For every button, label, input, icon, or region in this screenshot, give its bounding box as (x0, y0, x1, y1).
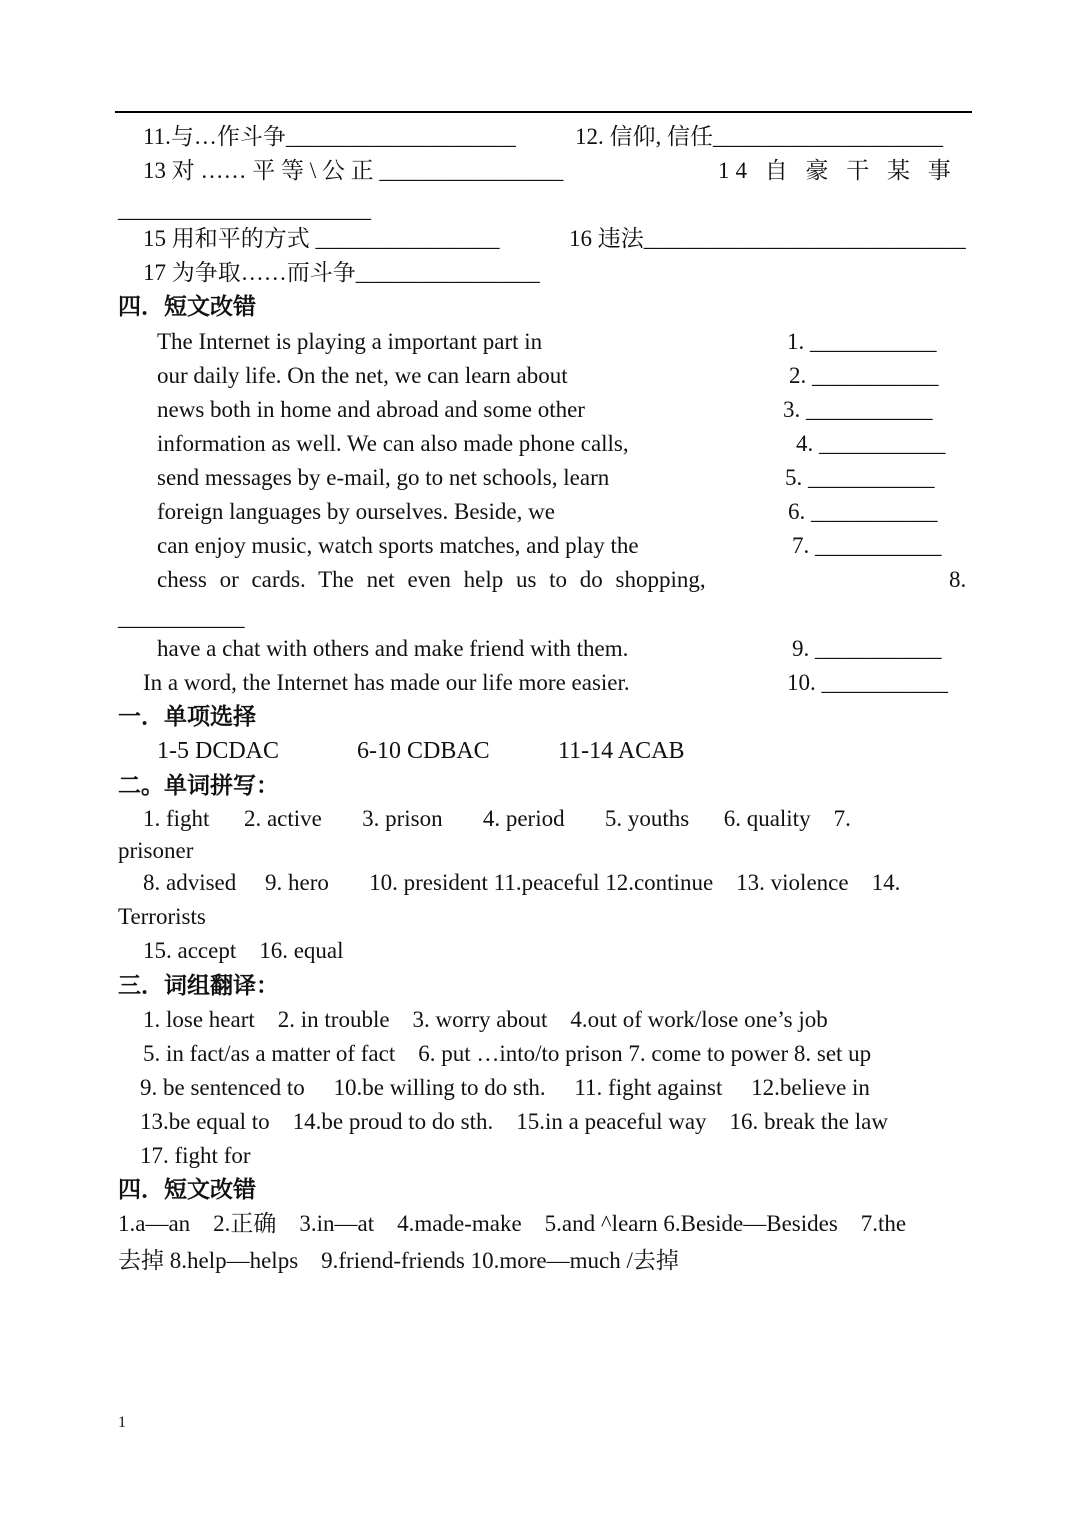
passage-line: our daily life. On the net, we can learn about (157, 363, 568, 388)
answer-blank: 1. ___________ (787, 329, 937, 354)
answer-blank: 9. ___________ (792, 636, 942, 661)
vocab-16: 16 违法____________________________ (569, 226, 966, 251)
answer-blank: 2. ___________ (789, 363, 939, 388)
answer-blank: 5. ___________ (785, 465, 935, 490)
passage-line: send messages by e-mail, go to net schools, learn (157, 465, 610, 490)
vocab-17: 17 为争取……而斗争________________ (143, 260, 540, 285)
answer-line: prisoner (118, 838, 194, 863)
answers-section1-title: 一．单项选择 (118, 704, 256, 729)
top-rule (115, 111, 972, 113)
answer-line: 1.a—an 2.正确 3.in—at 4.made-make 5.and ^learn 6.Beside—Besides 7.the (118, 1211, 907, 1236)
answer-line: 5. in fact/as a matter of fact 6. put …into/to prison 7. come to power 8. set up (143, 1041, 872, 1066)
answer-line: 去掉 8.help—helps 9.friend-friends 10.more—much /去掉 (118, 1248, 679, 1273)
passage-line: In a word, the Internet has made our life more easier. (143, 670, 630, 695)
answer-item: 1-5 DCDAC (157, 738, 280, 764)
answer-line: 1. fight 2. active 3. prison 4. period 5. youths 6. quality 7. (143, 806, 851, 831)
answer-line: 8. advised 9. hero 10. president 11.peaceful 12.continue 13. violence 14. (143, 870, 901, 895)
passage-line: have a chat with others and make friend with them. (157, 636, 629, 661)
page-number: 1 (118, 1414, 126, 1431)
answer-line: Terrorists (118, 904, 206, 929)
answer-line: 1. lose heart 2. in trouble 3. worry about 4.out of work/lose one’s job (143, 1007, 828, 1032)
answer-line: 13.be equal to 14.be proud to do sth. 15.in a peaceful way 16. break the law (140, 1109, 888, 1134)
vocab-12: 12. 信仰, 信任____________________ (575, 124, 943, 149)
passage-line: information as well. We can also made phone calls, (157, 431, 629, 456)
answer-blank: 6. ___________ (788, 499, 938, 524)
vocab-14-blank: ______________________ (118, 197, 371, 222)
answer-item: 11-14 ACAB (558, 738, 685, 764)
answer-blank: 3. ___________ (783, 397, 933, 422)
section4-title: 四．短文改错 (118, 294, 256, 319)
passage-line: news both in home and abroad and some other (157, 397, 585, 422)
vocab-11: 11.与…作斗争____________________ (143, 124, 516, 149)
answer-item: 6-10 CDBAC (357, 738, 490, 764)
answer-blank: 8. (949, 567, 967, 592)
vocab-13: 13 对 …… 平 等 \ 公 正 ________________ (143, 158, 564, 183)
answer-blank: 10. ___________ (787, 670, 948, 695)
answer-line: 15. accept 16. equal (143, 938, 344, 963)
passage-line: The Internet is playing a important part in (157, 329, 543, 354)
answer-blank: ___________ (118, 605, 245, 630)
answer-line: 17. fight for (140, 1143, 251, 1168)
passage-line: foreign languages by ourselves. Beside, we (157, 499, 555, 524)
answer-line: 9. be sentenced to 10.be willing to do sth. 11. fight against 12.believe in (140, 1075, 870, 1100)
answers-section4-title: 四．短文改错 (118, 1177, 256, 1202)
answers-section3-title: 三．词组翻译： (118, 973, 279, 998)
passage-line: can enjoy music, watch sports matches, and play the (157, 533, 639, 558)
answers-section2-title: 二。单词拼写： (118, 773, 279, 798)
answer-blank: 7. ___________ (792, 533, 942, 558)
vocab-14: 14 自 豪 干 某 事 (718, 158, 957, 183)
vocab-15: 15 用和平的方式 ________________ (143, 226, 500, 251)
passage-line: chess or cards. The net even help us to do shopping, (157, 567, 706, 592)
answer-blank: 4. ___________ (796, 431, 946, 456)
